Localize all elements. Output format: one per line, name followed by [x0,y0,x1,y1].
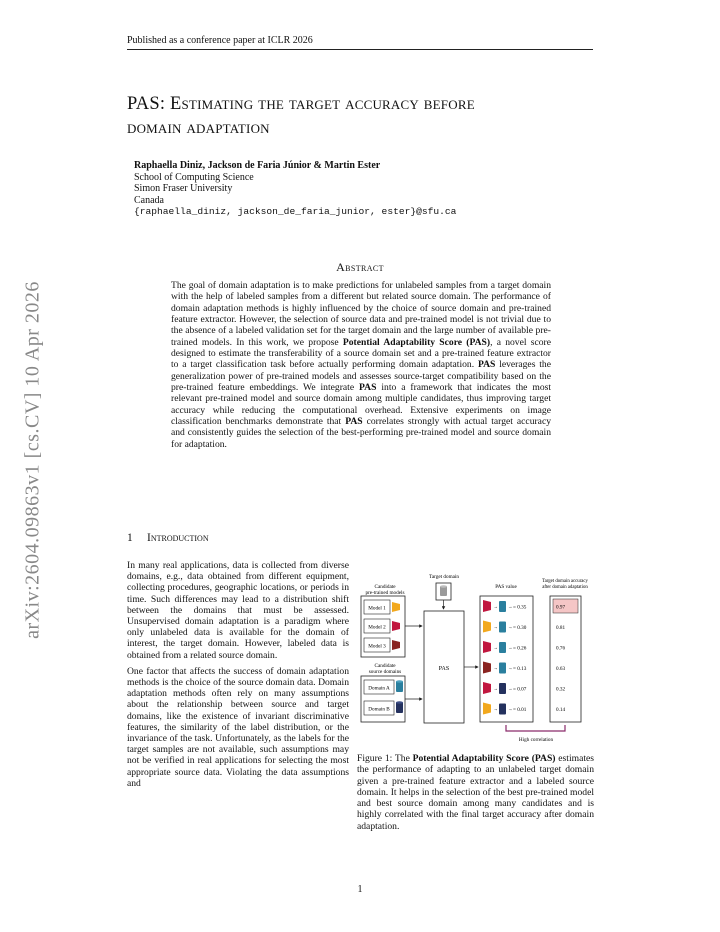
arrow-glyph: → [493,645,498,650]
abstract-text: correlates strongly with actual target accuracy and consistently guides the selection of the best-performing pre-trained model and source domain for adaptation. [171,416,551,450]
pas-value-label: PAS value [495,584,517,590]
affiliation-line: Simon Fraser University [134,183,233,194]
abstract-body [171,280,551,450]
abstract-text: into a framework that indicates the most relevant pre-trained model and source domain among multiple candidates, thus improving target accuracy while reducing the computational overhead. Extensive experiments on image classification benchmarks demonstrate that [171,382,552,428]
section-heading [127,532,209,544]
author-block [134,160,456,218]
accuracy-row [553,599,578,613]
arrow-glyph: → [493,624,498,630]
accuracy-row [556,666,565,672]
candidate-domains-label: source domains [368,669,402,675]
accuracy-value: 0.32 [556,686,566,693]
accuracy-value: 0.63 [556,666,566,672]
pas-values-box [480,596,533,722]
accuracy-row [556,646,565,652]
domain-icon [499,683,506,694]
figure-1-diagram [358,571,596,747]
model-label: Model 2 [368,624,386,631]
abstract-text: The goal of domain adaptation is to make predictions for unlabeled samples from a target domain with the help of labeled samples from a different but related source domain. The performance of domain adaptation methods is highly influenced by the choice of source domain and pre-trained feature extractor. However, the selection of source data and pre-trained model is not trivial due to the absence of a labeled validation set for the target domain and the large number of available pre-trained models. In this work, we propose [171,280,551,348]
domain-label: Domain B [368,706,390,713]
domain-label: Domain A [368,685,390,692]
domain-b-database-icon [396,701,403,713]
domain-icon [499,642,506,653]
abstract-emphasis: PAS [477,359,496,371]
domain-icon [499,622,506,633]
section-number: 1 [127,532,133,544]
arrow-glyph: → [508,624,513,630]
accuracy-value: 0.76 [556,645,566,652]
arrow-glyph: → [493,604,498,609]
arrow-glyph: → [508,645,513,650]
pas-value: = 0.30 [513,625,527,631]
accuracy-value: 0.14 [556,707,566,713]
database-icon [440,585,447,596]
affiliation-line: School of Computing Science [134,171,254,183]
figure-1 [358,571,596,747]
affiliation-line: Canada [134,194,164,206]
domain-icon [499,663,506,674]
accuracy-row [556,687,565,693]
abstract-emphasis: PAS [345,416,363,428]
arrow-glyph: → [508,706,513,712]
arrow-glyph: → [493,686,498,691]
domain-a-database-icon [396,680,403,692]
running-header: Published as a conference paper at ICLR 2026 [127,35,593,50]
intro-body [127,560,349,794]
correlation-label: High correlation [518,737,554,743]
candidate-models-label: Candidate [374,584,396,590]
pas-box-label: PAS [438,666,450,672]
target-domain-label: Target domain [429,574,459,580]
accuracy-label: Target domain accuracy [542,579,588,584]
model-icon [483,703,491,715]
accuracy-row [556,625,565,631]
accuracy-label: after domain adaptation [542,585,588,590]
abstract-text: , a novel score designed to estimate the transferability of a source domain set and a pre-trained feature extractor to a target classification task before actually performing domain adaptation. [171,336,551,371]
abstract-emphasis: Potential Adaptability Score (PAS) [342,336,491,348]
paper-title [127,92,597,140]
accuracy-row [556,707,565,713]
model-label: Model 1 [368,605,386,612]
author-emails: {raphaella_diniz, jackson_de_faria_junior, ester}@sfu.ca [134,206,457,217]
figure-caption [357,753,594,832]
accuracy-value: 0.97 [556,604,566,611]
caption-emphasis: Potential Adaptability Score (PAS) [412,753,556,764]
pas-value: = 0.01 [513,707,527,713]
model-label: Model 3 [368,643,386,650]
candidate-models-label: pre-trained models [365,590,405,596]
pas-value: = 0.07 [513,686,527,693]
intro-paragraph: In many real applications, data is collected from diverse domains, e.g., data obtained from different equipment, collecting procedures, geographic locations, or periods in time. Such differences may lead to a distribution shift between the domains that must be assessed. Unsupervised domain adaptation is a paradigm where only unlabeled data is available for the domain of interest, the target domain. However, labeled data is obtained from a related source domain. [127,560,349,661]
author-names: Raphaella Diniz, Jackson de Faria Júnior & Martin Ester [134,160,381,171]
arxiv-sidebar [18,260,48,660]
domain-icon [499,704,506,715]
section-title: Introduction [147,532,209,544]
arrow-glyph: → [493,706,498,712]
model-icon [483,600,491,612]
page-number: 1 [357,884,363,895]
candidate-domains-label: Candidate [374,663,396,669]
title-line-1: PAS: Estimating the target accuracy before [127,94,475,114]
model-icon [483,662,491,674]
intro-paragraph: One factor that affects the success of domain adaptation methods is the choice of the source domain data. Domain adaptation methods often rely on many assumptions about the relationship between source and target domains, like the existence of invariant discriminative features, the similarity of the label distribution, or the invariance of the task. Unfortunately, as the labels for the target samples are not available, such assumptions may not be verified in real applications for selecting the most appropriate source data. Violating the data assumptions and [127,665,349,789]
arxiv-identifier: arXiv:2604.09863v1 [cs.CV] 10 Apr 2026 [21,281,44,639]
caption-text: estimates the performance of adapting to an unlabeled target domain given a pre-trained feature extractor and a labeled source domain. It helps in the selection of the best pre-trained model and best source domain among many candidates and is highly correlated with the final target accuracy after domain adaptation. [357,753,594,832]
accuracy-box [550,596,581,722]
title-line-2: domain adaptation [127,118,270,138]
model-icon [483,621,491,633]
pas-value: = 0.35 [513,604,527,611]
abstract-heading: Abstract [336,260,384,274]
abstract-text: leverages the generalization power of pre-trained models and assesses source-target compatibility based on the pre-trained feature embeddings. We integrate [171,359,551,394]
model-icon [483,641,491,653]
arrow-glyph: → [493,665,498,671]
accuracy-value: 0.81 [556,625,566,631]
arrow-glyph: → [508,604,513,609]
abstract-emphasis: PAS [359,382,377,394]
caption-text: Figure 1: The [357,753,413,764]
pas-value: = 0.26 [513,645,527,652]
arrow-glyph: → [508,686,513,691]
correlation-bracket [506,725,565,731]
pas-value: = 0.13 [513,666,527,672]
arrow-glyph: → [508,665,513,671]
model-icon [483,682,491,694]
domain-icon [499,601,506,612]
